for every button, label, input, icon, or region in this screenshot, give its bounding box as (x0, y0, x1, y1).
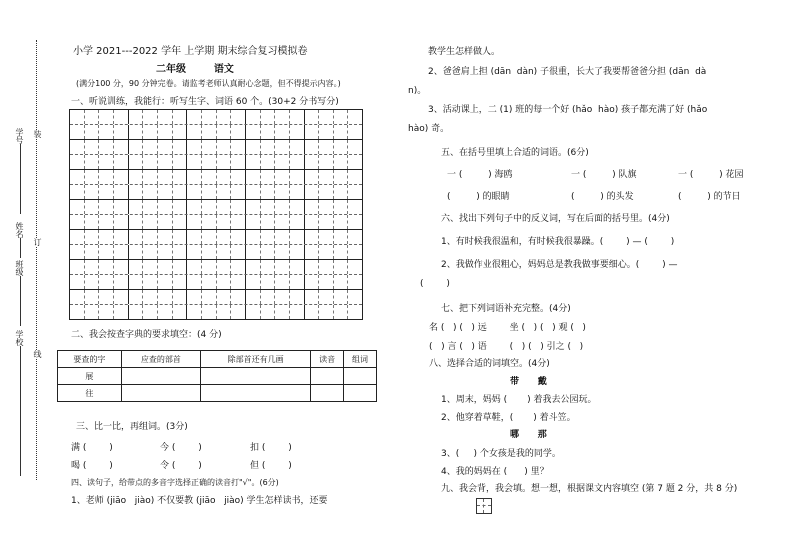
table-header: 除部首还有几画 (201, 351, 311, 368)
table-header: 要查的字 (58, 351, 122, 368)
fill-item: 一 ( ) 花园 (678, 170, 744, 180)
sentence-2-cont: n)。 (408, 86, 427, 96)
choice-sentence: 3、( ) 个女孩是我的同学。 (441, 449, 561, 459)
answer-cell[interactable] (201, 385, 311, 402)
choice-sentence: 4、我的妈妈在 ( ) 里？ (441, 467, 549, 477)
question-9: 九、我会背，我会填。想一想，根据课文内容填空 (第 7 题 2 分，共 8 分) (441, 484, 738, 494)
question-4: 四、读句子，给带点的多音字选择正确的读音打"√"。(6分) (71, 478, 279, 487)
compare-item: 今 ( ) (160, 443, 202, 453)
word-pair: 哪 那 (510, 430, 547, 440)
antonym-sentence: 2、我做作业很粗心，妈妈总是教我做事要细心。( ) — (441, 260, 678, 270)
fill-item: ( ) 的头发 (571, 192, 634, 202)
sentence-2: 2、爸爸肩上担 (dān dàn) 子很重，长大了我要帮爸爸分担 (dān dà (428, 67, 707, 77)
fill-item: ( ) 的节日 (678, 192, 741, 202)
margin-underline (20, 346, 21, 476)
idiom-row: ( ) 言 ( ) 语 ( ) ( ) 引之 ( ) (429, 342, 584, 352)
sentence-1-cont: 教学生怎样做人。 (428, 47, 501, 57)
grade-subject: 二年级 语文 (156, 64, 234, 75)
choice-sentence: 1、周末，妈妈 ( ) 着我去公园玩。 (441, 395, 597, 405)
margin-underline (20, 276, 21, 326)
margin-xian: 线 (33, 350, 42, 358)
answer-cell[interactable] (344, 385, 377, 402)
question-7: 七、把下列词语补充完整。(4分) (441, 304, 571, 314)
margin-school: 学校 (15, 330, 24, 346)
fill-item: ( ) 的眼睛 (447, 192, 510, 202)
choice-sentence: 2、他穿着草鞋，( ) 着斗笠。 (441, 413, 576, 423)
idiom-row: 名 ( ) ( ) 远 坐 ( ) ( ) 观 ( ) (429, 323, 586, 333)
table-cell: 展 (58, 368, 122, 385)
question-8: 八、选择合适的词填空。(4分) (429, 359, 550, 369)
margin-class: 班级 (15, 260, 24, 276)
margin-zhuang: 装 (33, 130, 42, 138)
tian-box[interactable] (476, 498, 492, 514)
compare-item: 但 ( ) (250, 461, 292, 471)
exam-note: (满分100 分，90 分钟完卷。请监考老师认真耐心念题，但不得提示内容。) (76, 79, 341, 88)
margin-ding: 订 (33, 238, 42, 246)
answer-cell[interactable] (201, 368, 311, 385)
fill-item: 一 ( ) 海鸥 (447, 170, 513, 180)
question-5: 五、在括号里填上合适的词语。(6分) (441, 148, 589, 158)
answer-cell[interactable] (344, 368, 377, 385)
dictionary-table (57, 350, 377, 402)
margin-underline (20, 238, 21, 258)
sentence-1: 1、老师 (jiāo jiào) 不仅要教 (jiāo jiào) 学生怎样读书，还要 (71, 496, 328, 506)
compare-item: 令 ( ) (160, 461, 202, 471)
answer-cell[interactable] (121, 385, 200, 402)
table-header: 应查的部首 (121, 351, 200, 368)
table-header: 读音 (311, 351, 344, 368)
sentence-3-cont: hào) 奇。 (408, 124, 450, 134)
answer-cell[interactable] (121, 368, 200, 385)
answer-cell[interactable] (311, 368, 344, 385)
compare-item: 满 ( ) (71, 443, 113, 453)
binding-dashed-line (36, 40, 37, 480)
antonym-sentence: 1、有时候我很温和，有时候我很暴躁。( ) — ( ) (441, 237, 675, 247)
word-pair: 带 戴 (510, 377, 547, 387)
table-cell: 往 (58, 385, 122, 402)
margin-name: 姓名 (15, 222, 24, 238)
answer-cell[interactable] (311, 385, 344, 402)
exam-title: 小学 2021---2022 学年 上学期 期末综合复习模拟卷 (73, 46, 308, 57)
sentence-3: 3、活动课上，二 (1) 班的每一个好 (hǎo hào) 孩子都充满了好 (hǎo (428, 105, 708, 115)
question-2: 二、我会按查字典的要求填空：(4 分) (71, 330, 222, 340)
table-header: 组词 (344, 351, 377, 368)
question-6: 六、找出下列句子中的反义词，写在后面的括号里。(4分) (441, 214, 670, 224)
compare-item: 扣 ( ) (250, 443, 292, 453)
compare-item: 喝 ( ) (71, 461, 113, 471)
antonym-sentence-cont: ( ) (420, 279, 450, 289)
margin-student-no: 学号 (15, 128, 24, 144)
question-1: 一、听说训练，我能行：听写生字、词语 60 个。(30+2 分书写分) (71, 97, 339, 107)
margin-underline (20, 144, 21, 214)
dictation-grid (69, 109, 363, 320)
question-3: 三、比一比，再组词。(3分) (76, 422, 188, 432)
fill-item: 一 ( ) 队旗 (571, 170, 637, 180)
